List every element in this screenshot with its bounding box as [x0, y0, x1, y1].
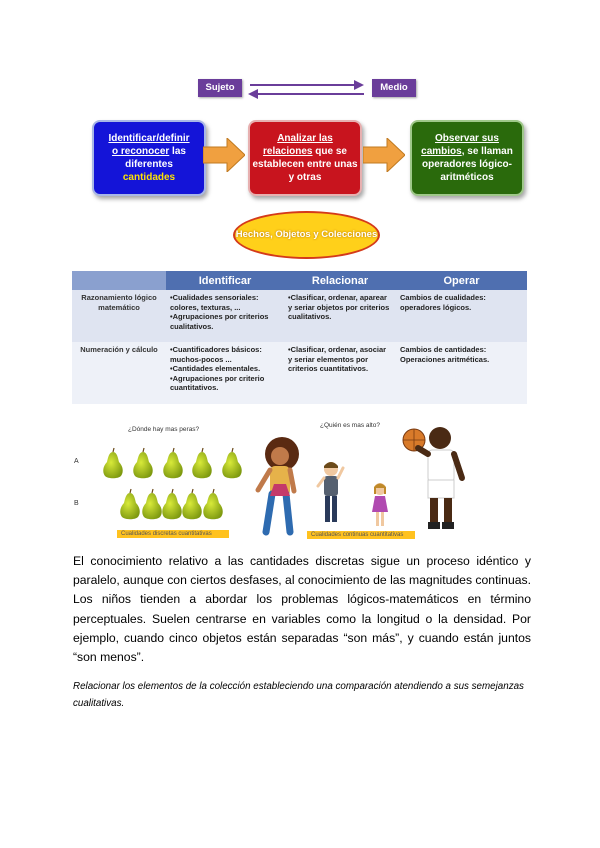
cell-operar — [396, 342, 527, 404]
operar-box — [410, 120, 524, 196]
cell-line: •Cantidades elementales. — [170, 364, 261, 373]
cell-line: •Agrupaciones por criterio cuantitativos. — [170, 373, 265, 392]
arrow-right-icon — [363, 138, 405, 172]
comparison-table — [72, 271, 527, 404]
oval-label: Hechos, Objetos y Colecciones — [235, 229, 378, 240]
arrow-right-icon — [203, 138, 245, 172]
table-row — [72, 342, 527, 404]
box2-line-c: que se establecen entre unas y otras — [252, 146, 358, 183]
cell-line: Cambios de cualidades: operadores lógicos. — [400, 293, 486, 312]
box2-line-a: Analizar las — [277, 133, 333, 144]
table-header-empty — [72, 271, 166, 290]
table-row — [72, 290, 527, 342]
pear-icon — [222, 448, 241, 478]
caption-continuas: Cualidades continuas cuantitativas — [307, 531, 415, 539]
caption-discretas: Cualidades discretas cuantitativas — [117, 530, 229, 538]
pears-question: ¿Dónde hay mas peras? — [128, 426, 200, 433]
cell-line: •Clasificar, ordenar, asociar y seriar elementos por criterios cuantitativos. — [288, 345, 387, 373]
body-paragraph: El conocimiento relativo a las cantidades discretas sigue un proceso idéntico y paralelo, aunque con ciertos desfases, al conocimiento de las magnitudes continuas. Los niños tienden a abordar los problemas lógicos-matemáticos en término perceptuales. Suelen centrarse en variables como la longitud o la densidad. Por ejemplo, cuando cinco objetos están separadas “son más”, y cuando están juntos “son menos”. — [73, 554, 531, 665]
table-header-operar: Operar — [396, 271, 527, 290]
table-header-relacionar: Relacionar — [284, 271, 396, 290]
box3-line-b: cambios — [421, 146, 462, 157]
cell-operar — [396, 290, 527, 342]
cell-line: Cambios de cantidades: Operaciones aritméticas. — [400, 345, 490, 364]
box3-line-a: Observar sus — [435, 133, 499, 144]
pear-icon — [103, 448, 122, 478]
box3-line-c: , se llaman operadores lógico-aritméticos — [421, 146, 513, 183]
box1-line-c: las diferentes — [125, 146, 186, 170]
box1-line-a: Identificar/definir — [108, 133, 190, 144]
box1-line-d: cantidades — [122, 172, 176, 183]
cell-identificar — [166, 342, 284, 404]
table-header-identificar: Identificar — [166, 271, 284, 290]
row-label: Razonamiento lógico matemático — [72, 290, 166, 342]
height-question: ¿Quién es mas alto? — [320, 422, 380, 429]
cell-line: •Agrupaciones por criterios cualitativos. — [170, 312, 269, 331]
pears-illustration — [96, 444, 256, 534]
row-b-label: B — [74, 500, 79, 507]
relacionar-box — [248, 120, 362, 196]
cell-identificar — [166, 290, 284, 342]
box2-line-b: relaciones — [263, 146, 313, 157]
sujeto-label: Sujeto — [198, 79, 242, 97]
italic-note: Relacionar los elementos de la colección estableciendo una comparación atendiendo a sus semejanzas cualitativas. — [73, 681, 524, 709]
double-arrow-icon — [244, 78, 370, 100]
pear-icon — [192, 448, 211, 478]
row-label: Numeración y cálculo — [72, 342, 166, 404]
boy-illustration — [316, 460, 346, 526]
pear-icon — [142, 489, 161, 519]
cell-relacionar — [284, 342, 396, 404]
pear-icon — [182, 489, 201, 519]
cell-line: •Cuantificadores básicos: muchos-pocos ... — [170, 345, 262, 364]
girl-illustration — [250, 436, 310, 536]
medio-label: Medio — [372, 79, 416, 97]
basketball-player-illustration — [400, 422, 470, 532]
table-header-row — [72, 271, 527, 290]
small-girl-illustration — [368, 482, 392, 528]
hechos-oval — [233, 211, 380, 259]
identificar-box — [92, 120, 206, 196]
pear-icon — [163, 448, 182, 478]
pear-icon — [133, 448, 152, 478]
cell-relacionar — [284, 290, 396, 342]
pear-icon — [120, 489, 139, 519]
row-a-label: A — [74, 458, 79, 465]
cell-line: •Cualidades sensoriales: colores, texturas, ... — [170, 293, 259, 312]
pear-icon — [162, 489, 181, 519]
cell-line: •Clasificar, ordenar, aparear y seriar objetos por criterios cualitativos. — [288, 293, 390, 321]
box1-line-b: o reconocer — [112, 146, 170, 157]
pear-icon — [203, 489, 222, 519]
